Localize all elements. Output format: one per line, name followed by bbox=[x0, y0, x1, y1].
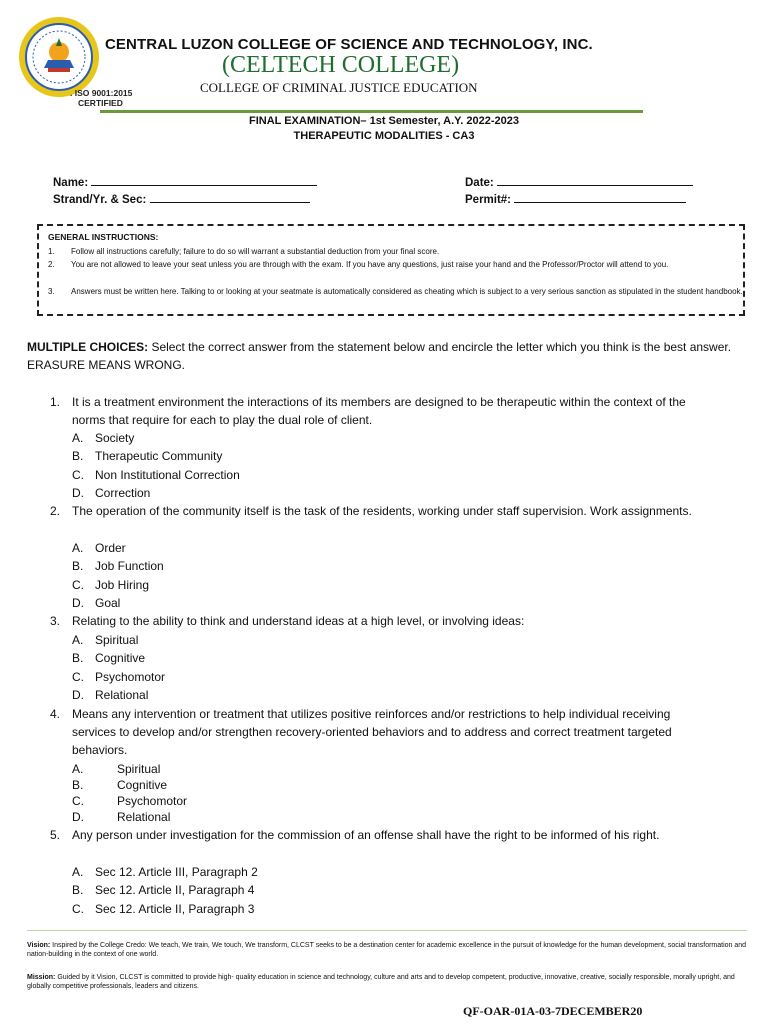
question-text: Any person under investigation for the commission of an offense shall have the right to be informed of his right. bbox=[72, 828, 660, 842]
option-text: Sec 12. Article III, Paragraph 2 bbox=[95, 865, 258, 879]
department-name: COLLEGE OF CRIMINAL JUSTICE EDUCATION bbox=[200, 80, 478, 95]
option-text: Psychomotor bbox=[117, 794, 188, 808]
iso-certification bbox=[70, 88, 132, 108]
name-blank[interactable] bbox=[91, 175, 317, 186]
strand-field[interactable] bbox=[53, 192, 310, 206]
option-text: Society bbox=[95, 431, 135, 445]
option-text: Order bbox=[95, 541, 126, 555]
vision-statement bbox=[27, 941, 749, 959]
option-letter[interactable]: A. bbox=[72, 431, 84, 445]
option-text: Therapeutic Community bbox=[95, 449, 223, 463]
date-field[interactable] bbox=[465, 175, 693, 189]
option-letter[interactable]: A. bbox=[72, 762, 84, 776]
question-number: 4. bbox=[50, 707, 61, 721]
instructions-title: GENERAL INSTRUCTIONS: bbox=[48, 232, 159, 242]
date-blank[interactable] bbox=[497, 175, 693, 186]
question-text: It is a treatment environment the interactions of its members are designed to be therapeutic within the context of the norms that require for each to play the dual role of client. bbox=[72, 395, 686, 427]
question-number: 1. bbox=[50, 395, 61, 409]
college-seal-logo bbox=[18, 16, 100, 98]
mission-statement bbox=[27, 973, 749, 991]
option-text: Goal bbox=[95, 596, 121, 610]
option-letter[interactable]: D. bbox=[72, 810, 84, 824]
instruction-text: Follow all instructions carefully; failure to do so will warrant a substantial deduction from your final score. bbox=[71, 247, 440, 256]
option-letter[interactable]: D. bbox=[72, 688, 84, 702]
mission-label: Mission: bbox=[27, 974, 56, 981]
iso-line: . ISO 9001:2015 bbox=[70, 88, 133, 98]
option-letter[interactable]: C. bbox=[72, 468, 84, 482]
strand-blank[interactable] bbox=[150, 192, 310, 203]
permit-blank[interactable] bbox=[514, 192, 686, 203]
option-text: Job Hiring bbox=[95, 578, 150, 592]
option-text: Relational bbox=[117, 810, 171, 824]
option-letter[interactable]: B. bbox=[72, 883, 84, 897]
instruction-number: 3. bbox=[48, 287, 55, 296]
iso-certified: CERTIFIED bbox=[78, 98, 123, 108]
question-number: 5. bbox=[50, 828, 61, 842]
option-text: Relational bbox=[95, 688, 149, 702]
option-text: Correction bbox=[95, 486, 151, 500]
question-number: 2. bbox=[50, 504, 61, 518]
date-label: Date: bbox=[465, 177, 494, 189]
name-field[interactable] bbox=[53, 175, 317, 189]
form-code: QF-OAR-01A-03-7DECEMBER20 bbox=[463, 1004, 643, 1018]
option-text: Non Institutional Correction bbox=[95, 468, 240, 482]
subject-title: THERAPEUTIC MODALITIES - CA3 bbox=[293, 130, 475, 142]
option-letter[interactable]: B. bbox=[72, 449, 84, 463]
option-text: Job Function bbox=[95, 559, 164, 573]
option-letter[interactable]: D. bbox=[72, 596, 84, 610]
option-letter[interactable]: C. bbox=[72, 902, 84, 916]
option-text: Spiritual bbox=[117, 762, 161, 776]
option-text: Psychomotor bbox=[95, 670, 166, 684]
option-text: Cognitive bbox=[95, 651, 146, 665]
directions-text: Select the correct answer from the statement below and encircle the letter which you think is the best answer. ERASURE MEANS WRONG. bbox=[27, 340, 732, 372]
vision-text: Inspired by the College Credo: We teach, We train, We touch, We transform, CLCST seeks to be a destination center for academic excellence in the pursuit of knowledge for the human development, social transformation and nation-building in the context of one world. bbox=[27, 942, 747, 958]
option-letter[interactable]: C. bbox=[72, 578, 84, 592]
header-divider bbox=[100, 110, 643, 113]
option-letter[interactable]: A. bbox=[72, 633, 84, 647]
multiple-choice-directions bbox=[27, 338, 747, 374]
question-number: 3. bbox=[50, 614, 61, 628]
name-label: Name: bbox=[53, 177, 89, 189]
footer-divider bbox=[27, 930, 747, 931]
option-letter[interactable]: B. bbox=[72, 651, 84, 665]
option-letter[interactable]: B. bbox=[72, 559, 84, 573]
question-text: The operation of the community itself is the task of the residents, working under staff supervision. Work assignments. bbox=[72, 504, 692, 518]
option-letter[interactable]: A. bbox=[72, 865, 84, 879]
option-letter[interactable]: B. bbox=[72, 778, 84, 792]
option-letter[interactable]: C. bbox=[72, 670, 84, 684]
option-text: Cognitive bbox=[117, 778, 168, 792]
option-letter[interactable]: C. bbox=[72, 794, 84, 808]
school-name: CENTRAL LUZON COLLEGE OF SCIENCE AND TECHNOLOGY, INC. bbox=[105, 36, 593, 53]
instruction-text: Answers must be written here. Talking to or looking at your seatmate is automatically considered as cheating which is subject to a very serious sanction as stipulated in the student handbook. bbox=[71, 287, 743, 296]
strand-label: Strand/Yr. & Sec: bbox=[53, 194, 147, 206]
option-letter[interactable]: A. bbox=[72, 541, 84, 555]
option-text: Sec 12. Article II, Paragraph 3 bbox=[95, 902, 255, 916]
option-text: Spiritual bbox=[95, 633, 139, 647]
permit-field[interactable] bbox=[465, 192, 686, 206]
permit-label: Permit#: bbox=[465, 194, 512, 206]
mission-text: Guided by it Vision, CLCST is committed to provide high- quality education in science and technology, culture and arts and to develop competent, productive, innovative, creative, socially responsible, morally upright, and globally competitive professionals, leaders and citizens. bbox=[27, 974, 735, 990]
multiple-choice-heading: MULTIPLE CHOICES: bbox=[27, 340, 149, 354]
option-letter[interactable]: D. bbox=[72, 486, 84, 500]
instruction-text: You are not allowed to leave your seat unless you are through with the exam. If you have any questions, just raise your hand and the Professor/Proctor will attend to you. bbox=[71, 260, 669, 269]
exam-title: FINAL EXAMINATION– 1st Semester, A.Y. 2022-2023 bbox=[248, 115, 519, 127]
vision-label: Vision: bbox=[27, 942, 51, 949]
option-text: Sec 12. Article II, Paragraph 4 bbox=[95, 883, 255, 897]
question-text: Relating to the ability to think and understand ideas at a high level, or involving ideas: bbox=[72, 614, 525, 628]
instruction-number: 1. bbox=[48, 247, 55, 256]
question-text: Means any intervention or treatment that utilizes positive reinforces and/or restrictions to help individual receiving services to develop and/or strengthen recovery-oriented behaviors and to address and correct treatment targeted behaviors. bbox=[72, 707, 672, 757]
instruction-number: 2. bbox=[48, 260, 55, 269]
college-name: (CELTECH COLLEGE) bbox=[222, 52, 460, 78]
